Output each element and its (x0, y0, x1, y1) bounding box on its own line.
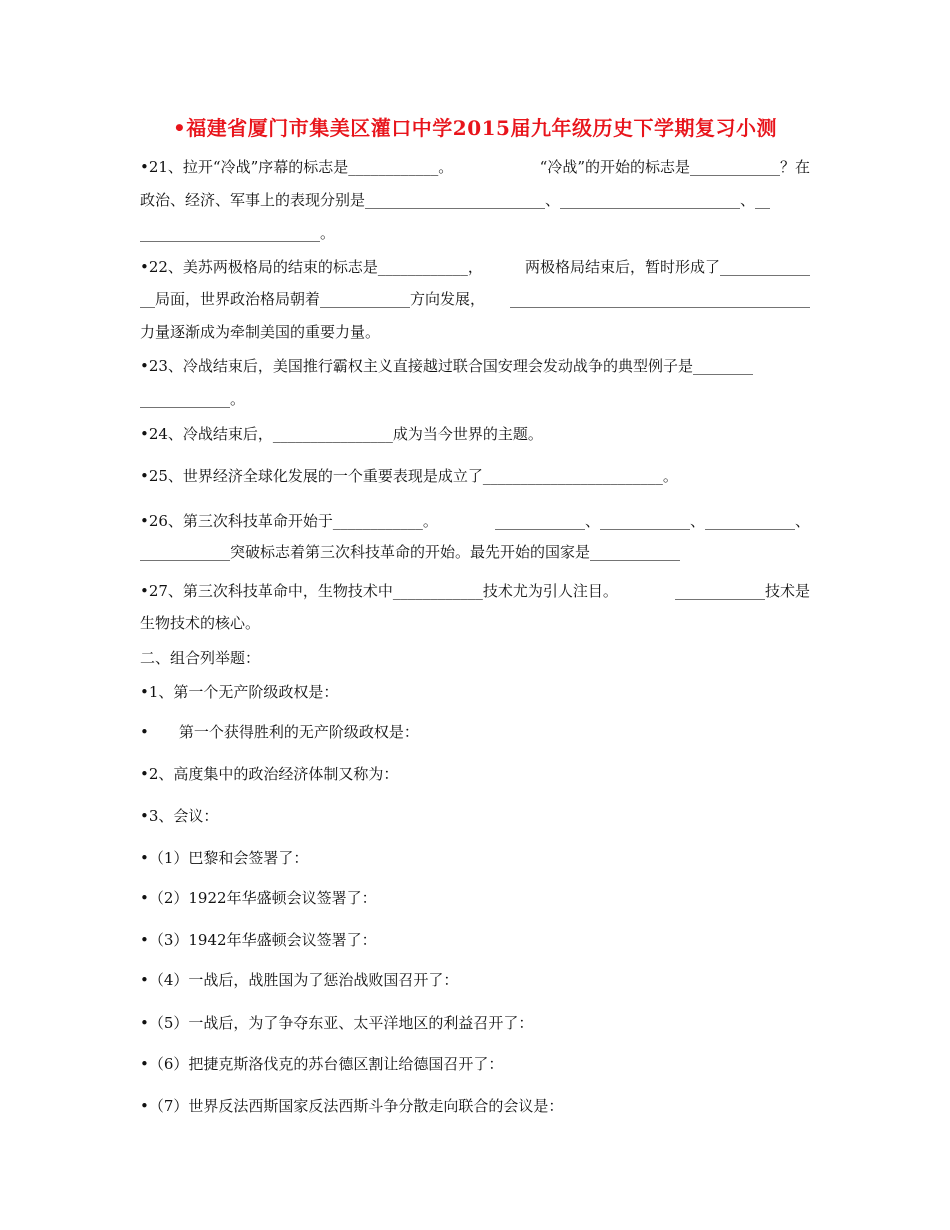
question-22-text-a: •22、美苏两极格局的结束的标志是____________， (140, 258, 483, 276)
question-21-text-a: •21、拉开“冷战”序幕的标志是____________。 (140, 158, 454, 176)
list-item: •（4）一战后，战胜国为了惩治战败国召开了： (140, 971, 459, 989)
list-item: •（5）一战后，为了争夺东亚、太平洋地区的利益召开了： (140, 1014, 534, 1032)
question-21-line-2: 政治、经济、军事上的表现分别是________________________、________________________、__ (140, 191, 771, 209)
section-2-heading: 二、组合列举题： (140, 649, 261, 667)
list-item: •（3）1942年华盛顿会议签署了： (140, 931, 377, 949)
question-22-text-c: __局面，世界政治格局朝着____________方向发展， (140, 290, 486, 308)
question-21-line-3: ________________________。 (140, 224, 336, 242)
list-item: •（2）1922年华盛顿会议签署了： (140, 889, 377, 907)
question-27-line-1 (140, 581, 810, 601)
page-title: •福建省厦门市集美区灌口中学2015届九年级历史下学期复习小测 (173, 116, 777, 140)
list-item: •3、会议： (140, 807, 219, 825)
question-27-text-a: •27、第三次科技革命中，生物技术中____________技术尤为引人注目。 (140, 582, 618, 600)
list-item: •1、第一个无产阶级政权是： (140, 683, 339, 701)
question-22-line-3: 力量逐渐成为牵制美国的重要力量。 (140, 323, 381, 341)
list-item: •2、高度集中的政治经济体制又称为： (140, 765, 399, 783)
question-26-text-b: ____________、____________、____________、 (494, 512, 810, 530)
question-26-line-1 (140, 511, 810, 531)
question-22-line-2 (140, 289, 810, 309)
question-22-text-b: 两极格局结束后，暂时形成了____________ (524, 258, 810, 276)
question-23-line-1: •23、冷战结束后，美国推行霸权主义直接越过联合国安理会发动战争的典型例子是________ (140, 357, 753, 375)
list-item: •（6）把捷克斯洛伐克的苏台德区割让给德国召开了： (140, 1055, 504, 1073)
question-24: •24、冷战结束后，________________成为当今世界的主题。 (140, 425, 543, 443)
question-22-line-1 (140, 257, 810, 277)
question-27-line-2: 生物技术的核心。 (140, 614, 261, 632)
question-21-line-1 (140, 157, 810, 177)
list-item: •（1）巴黎和会签署了： (140, 849, 309, 867)
question-22-text-d: ________________________________________ (510, 290, 810, 308)
question-26-text-a: •26、第三次科技革命开始于____________。 (140, 512, 438, 530)
question-27-text-b: ____________技术是 (674, 582, 810, 600)
question-23-line-2: ____________。 (140, 390, 246, 408)
list-item: • 第一个获得胜利的无产阶级政权是： (140, 723, 419, 741)
question-26-line-2: ____________突破标志着第三次科技革命的开始。最先开始的国家是____________ (140, 543, 681, 561)
list-item: •（7）世界反法西斯国家反法西斯斗争分散走向联合的会议是： (140, 1097, 564, 1115)
question-25: •25、世界经济全球化发展的一个重要表现是成立了________________________。 (140, 467, 678, 485)
question-21-text-b: “冷战”的开始的标志是____________？在 (539, 158, 810, 176)
